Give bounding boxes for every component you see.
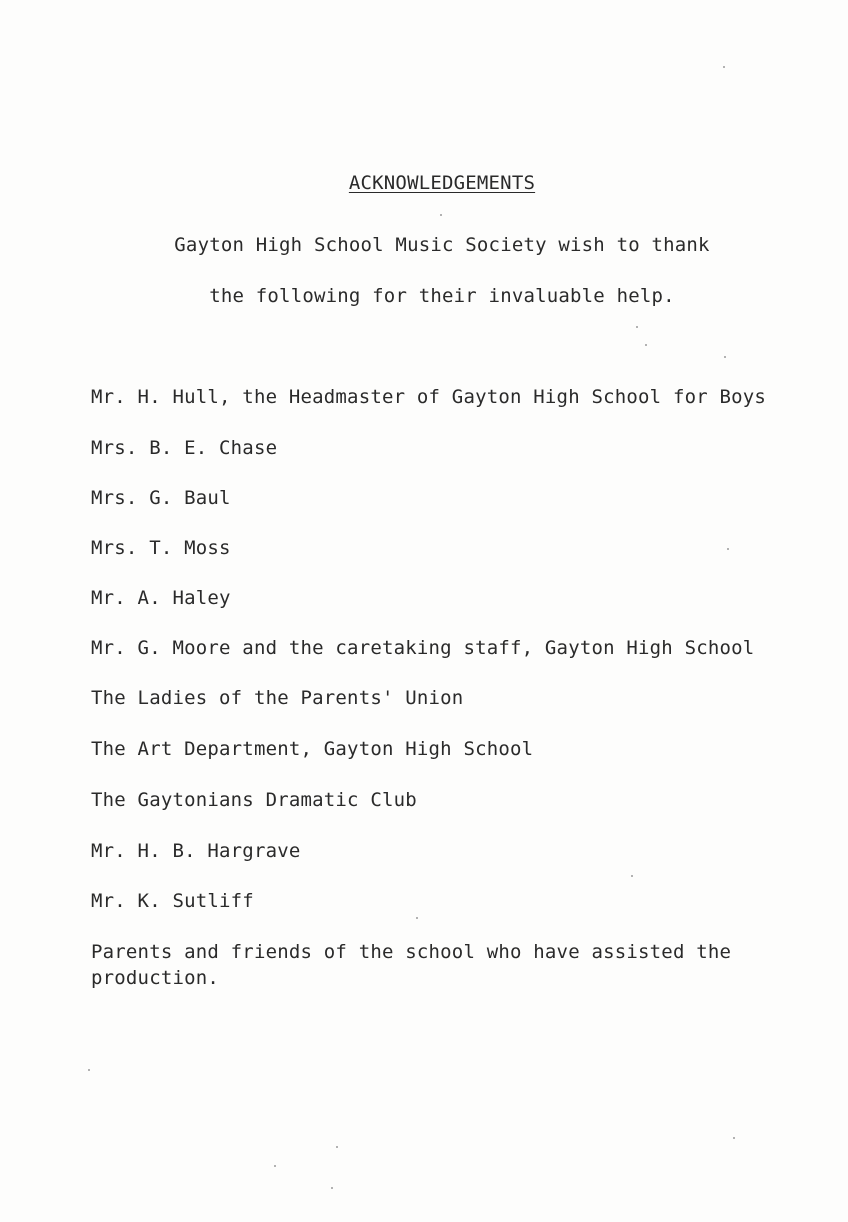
list-item: The Gaytonians Dramatic Club [91, 789, 417, 811]
scan-speck [723, 66, 725, 68]
list-item: Mrs. T. Moss [91, 537, 231, 559]
scan-speck [336, 1146, 338, 1148]
list-item: Mrs. B. E. Chase [91, 437, 278, 459]
list-item: Mrs. G. Baul [91, 487, 231, 509]
page-title: ACKNOWLEDGEMENTS [348, 172, 536, 194]
scan-speck [274, 1165, 276, 1167]
scan-speck [631, 875, 633, 877]
list-item: Mr. A. Haley [91, 587, 231, 609]
list-item: Parents and friends of the school who have assisted the production. [91, 941, 732, 989]
list-item: The Ladies of the Parents' Union [91, 687, 464, 709]
scan-speck [636, 326, 638, 328]
scan-speck [416, 917, 418, 919]
scan-speck [88, 1069, 90, 1071]
scan-speck [440, 214, 442, 216]
list-item: Mr. H. B. Hargrave [91, 840, 301, 862]
list-item: The Art Department, Gayton High School [91, 738, 534, 760]
list-item: Mr. K. Sutliff [91, 890, 254, 912]
scan-speck [727, 548, 729, 550]
list-item: Mr. H. Hull, the Headmaster of Gayton High School for Boys [91, 386, 767, 408]
scan-speck [724, 356, 726, 358]
scan-speck [331, 1187, 333, 1189]
intro-line-2: the following for their invaluable help. [209, 285, 675, 307]
scan-speck [733, 1137, 735, 1139]
scan-speck [645, 344, 647, 346]
list-item: Mr. G. Moore and the caretaking staff, Gayton High School [91, 637, 755, 659]
intro-line-1: Gayton High School Music Society wish to thank [174, 234, 710, 256]
